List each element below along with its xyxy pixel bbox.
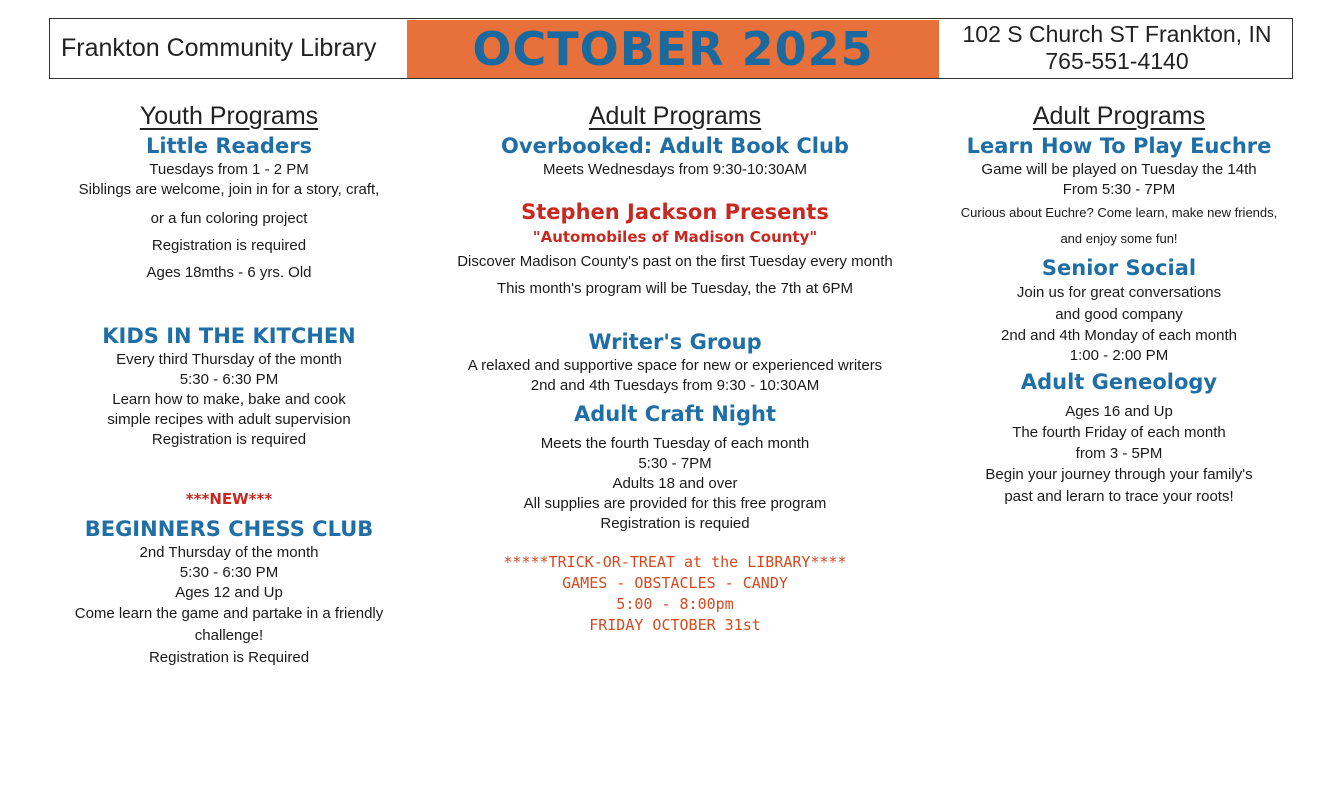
program-line: Registration is required <box>151 431 307 448</box>
program-line: Come learn the game and partake in a friendly <box>74 605 384 622</box>
program-line: This month's program will be Tuesday, the 7th at 6PM <box>496 280 854 297</box>
program-line: past and lerarn to trace your roots! <box>1004 488 1234 505</box>
program-title-writers-group: Writer's Group <box>588 330 762 354</box>
program-line: Discover Madison County's past on the first Tuesday every month <box>457 253 893 270</box>
program-line: A relaxed and supportive space for new or experienced writers <box>467 357 883 374</box>
program-line: Join us for great conversations <box>1016 284 1222 301</box>
adult-programs-column-1 <box>455 100 895 636</box>
trick-line: *****TRICK-OR-TREAT at the LIBRARY**** <box>503 553 847 571</box>
program-title-craft-night: Adult Craft Night <box>573 402 776 426</box>
program-line: Begin your journey through your family's <box>985 466 1253 483</box>
program-line: from 3 - 5PM <box>1075 445 1163 462</box>
program-title-stephen-jackson: Stephen Jackson Presents <box>521 200 829 224</box>
program-line: Ages 18mths - 6 yrs. Old <box>146 264 312 281</box>
program-line: 5:30 - 6:30 PM <box>179 564 279 581</box>
library-address: 102 S Church ST Frankton, IN <box>962 21 1272 47</box>
program-line: or a fun coloring project <box>150 210 308 227</box>
month-title: OCTOBER 2025 <box>472 22 874 76</box>
program-line: Game will be played on Tuesday the 14th <box>981 161 1257 178</box>
header-banner <box>49 18 1293 79</box>
program-line: 2nd Thursday of the month <box>139 544 319 561</box>
program-line: Ages 16 and Up <box>1065 403 1173 420</box>
column-title: Adult Programs <box>1032 102 1206 130</box>
program-title-chess-club: BEGINNERS CHESS CLUB <box>84 517 374 541</box>
program-title-little-readers: Little Readers <box>145 134 313 158</box>
program-line: Siblings are welcome, join in for a story, craft, <box>78 181 380 198</box>
program-line: From 5:30 - 7PM <box>1062 181 1176 198</box>
library-contact <box>941 21 1293 75</box>
program-line: Learn how to make, bake and cook <box>112 391 346 408</box>
program-line: The fourth Friday of each month <box>1012 424 1226 441</box>
program-line: 2nd and 4th Tuesdays from 9:30 - 10:30AM <box>530 377 820 394</box>
program-line: and good company <box>1055 306 1183 323</box>
program-line: Curious about Euchre? Come learn, make new friends, <box>960 205 1278 220</box>
trick-line: 5:00 - 8:00pm <box>616 595 734 613</box>
program-line: Meets Wednesdays from 9:30-10:30AM <box>542 161 808 178</box>
program-subtitle: "Automobiles of Madison County" <box>532 228 818 246</box>
program-line: Meets the fourth Tuesday of each month <box>540 435 810 452</box>
program-line: 2nd and 4th Monday of each month <box>1000 327 1237 344</box>
column-title: Adult Programs <box>588 102 762 130</box>
program-line: Ages 12 and Up <box>175 584 283 601</box>
program-line: challenge! <box>194 627 264 644</box>
program-line: simple recipes with adult supervision <box>107 411 351 428</box>
program-line: Registration is Required <box>148 649 310 666</box>
program-line: and enjoy some fun! <box>1060 231 1178 246</box>
program-title-geneology: Adult Geneology <box>1020 370 1218 394</box>
program-line: 1:00 - 2:00 PM <box>1069 347 1169 364</box>
library-name: Frankton Community Library <box>61 34 377 62</box>
youth-programs-column <box>48 100 410 669</box>
program-line: All supplies are provided for this free program <box>523 495 827 512</box>
program-title-euchre: Learn How To Play Euchre <box>966 134 1272 158</box>
header-top-rule <box>49 18 1293 19</box>
program-line: 5:30 - 7PM <box>638 455 712 472</box>
program-line: Registration is requied <box>600 515 750 532</box>
adult-programs-column-2 <box>950 100 1288 508</box>
program-line: Every third Thursday of the month <box>116 351 342 368</box>
trick-line: GAMES - OBSTACLES - CANDY <box>562 574 788 592</box>
library-phone: 765-551-4140 <box>1045 48 1189 74</box>
program-line: Adults 18 and over <box>612 475 738 492</box>
trick-line: FRIDAY OCTOBER 31st <box>589 616 761 634</box>
program-title-book-club: Overbooked: Adult Book Club <box>501 134 849 158</box>
header-left-rule <box>49 18 50 79</box>
new-badge: ***NEW*** <box>185 490 273 508</box>
column-title: Youth Programs <box>139 102 319 130</box>
program-line: Registration is required <box>151 237 307 254</box>
program-line: Tuesdays from 1 - 2 PM <box>149 161 309 178</box>
program-title-kids-kitchen: KIDS IN THE KITCHEN <box>102 324 356 348</box>
program-title-senior-social: Senior Social <box>1041 256 1197 280</box>
trick-or-treat-notice <box>455 552 895 636</box>
program-line: 5:30 - 6:30 PM <box>179 371 279 388</box>
header-bottom-rule <box>49 78 1293 79</box>
month-banner <box>407 20 939 78</box>
